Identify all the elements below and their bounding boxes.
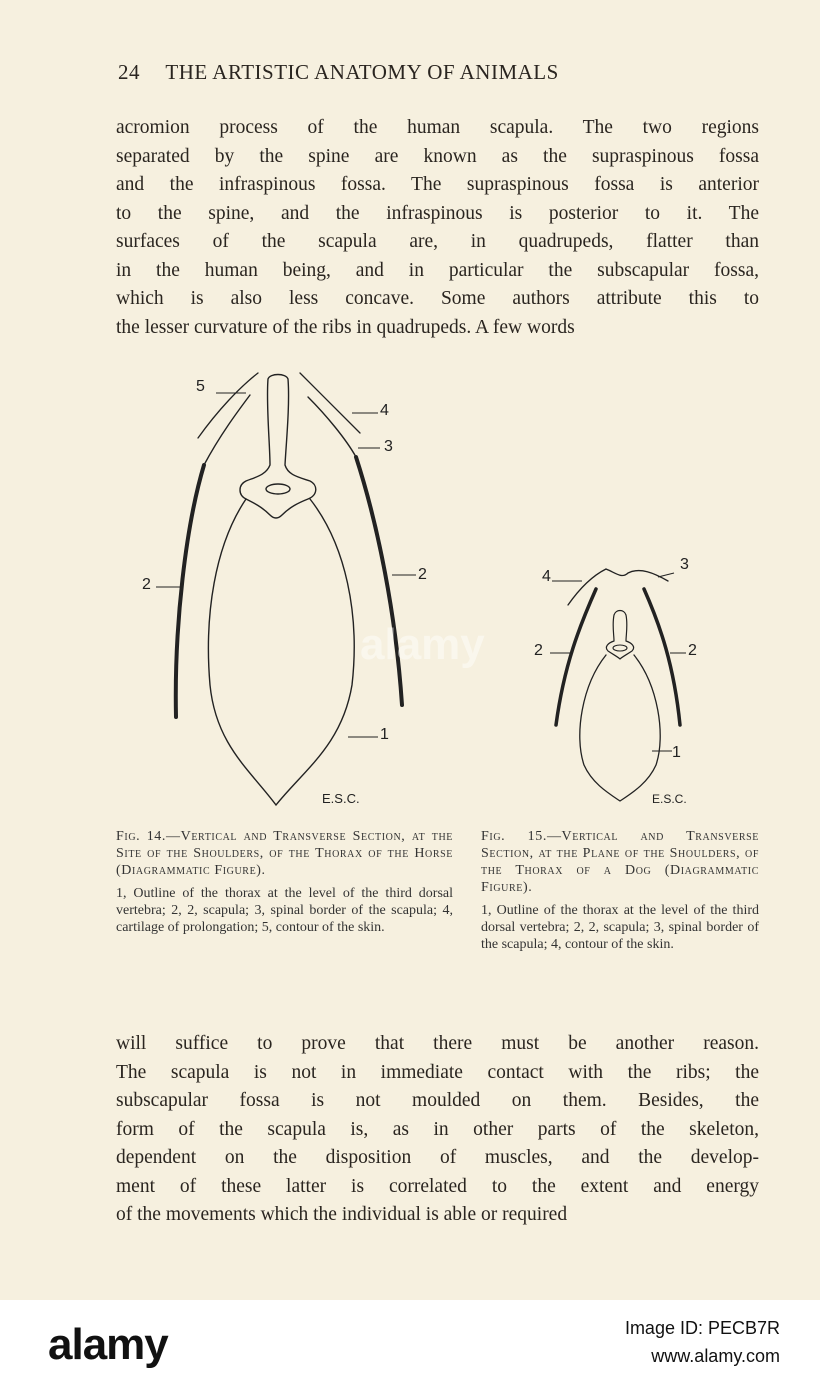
- label-4: 4: [542, 568, 551, 585]
- cartilage-right: [308, 397, 356, 457]
- label-3: 3: [680, 556, 689, 573]
- watermark: alamy: [360, 620, 485, 669]
- label-1: 1: [380, 726, 389, 743]
- page-number: 24: [118, 60, 140, 84]
- caption-legend: 1, Outline of the thorax at the level of the third dorsal vertebra; 2, 2, scapula; 3, spinal border of the scapula; 4, cartilage of prolongation; 5, contour of the skin.: [116, 886, 453, 935]
- text-line: surfaces of the scapula are, in quadrupeds, flatter than: [116, 231, 759, 252]
- signature: E.S.C.: [322, 791, 360, 806]
- figure-14-drawing: [120, 365, 440, 815]
- text-line: The scapula is not in immediate contact with the ribs; the: [116, 1061, 759, 1083]
- vertebra-body: [266, 484, 290, 494]
- text-line: of the movements which the individual is able or required: [116, 1204, 568, 1225]
- figure-15-dog-diagram: [534, 555, 710, 810]
- skin-contour-left: [198, 373, 258, 438]
- skin-contour-right: [300, 373, 360, 433]
- label-2-right: 2: [688, 642, 697, 659]
- thorax-outline: [208, 499, 354, 805]
- thorax-outline: [580, 655, 660, 801]
- text-line: to the spine, and the infraspinous is posterior to it. The: [116, 202, 759, 224]
- vertebra-spinous-process: [240, 375, 316, 519]
- text-line: will suffice to prove that there must be another reason.: [116, 1033, 759, 1054]
- leader-3: [658, 573, 674, 577]
- label-2-left: 2: [534, 642, 543, 659]
- text-line: which is also less concave. Some authors attribute this to: [116, 288, 759, 309]
- label-5: 5: [196, 378, 205, 395]
- text-line: ment of these latter is correlated to the extent and energy: [116, 1175, 759, 1197]
- label-2-right: 2: [418, 566, 427, 583]
- label-2-left: 2: [142, 576, 151, 593]
- vertebra-body: [613, 645, 627, 651]
- figure-14-horse-diagram: [120, 365, 440, 815]
- figure-15-caption: [481, 828, 759, 953]
- label-4: 4: [380, 402, 389, 419]
- label-1: 1: [672, 744, 681, 761]
- scapula-right: [644, 589, 680, 725]
- scapula-left: [176, 465, 204, 717]
- vertebra: [606, 611, 633, 660]
- signature: E.S.C.: [652, 792, 687, 806]
- text-line: form of the scapula is, as in other parts of the skeleton,: [116, 1118, 759, 1140]
- running-title: THE ARTISTIC ANATOMY OF ANIMALS: [165, 60, 559, 84]
- caption-title: Fig. 14.—Vertical and Transverse Section, at the Site of the Shoulders, of the Thorax of the Horse (Diagrammatic Figure).: [116, 829, 453, 878]
- text-line: acromion process of the human scapula. The two regions: [116, 117, 759, 138]
- skin-contour: [568, 569, 668, 605]
- caption-title: Fig. 15.—Vertical and Transverse Section, at the Plane of the Shoulders, of the Thorax of a Dog (Diagrammatic Figure).: [481, 829, 759, 895]
- text-line: separated by the spine are known as the supraspinous fossa: [116, 145, 759, 167]
- figure-14-caption: [116, 828, 453, 936]
- running-header: [118, 60, 698, 85]
- text-line: and the infraspinous fossa. The supraspinous fossa is anterior: [116, 174, 759, 195]
- text-line: subscapular fossa is not moulded on them. Besides, the: [116, 1090, 759, 1111]
- text-line: dependent on the disposition of muscles, and the develop-: [116, 1147, 759, 1168]
- image-id: Image ID: PECB7R: [624, 1318, 780, 1338]
- text-line: the lesser curvature of the ribs in quadrupeds. A few words: [116, 316, 575, 338]
- cartilage-left: [204, 395, 250, 465]
- label-3: 3: [384, 438, 393, 455]
- caption-legend: 1, Outline of the thorax at the level of the third dorsal vertebra; 2, 2, scapula; 3, spinal border of the scapula; 4, contour of the skin.: [481, 903, 759, 952]
- scapula-left: [556, 589, 596, 725]
- text-line: in the human being, and in particular the subscapular fossa,: [116, 259, 759, 281]
- figure-15-drawing: [540, 555, 710, 810]
- site-url: www.alamy.com: [651, 1346, 780, 1366]
- paragraph-bottom: [116, 1030, 759, 1230]
- paragraph-top: [116, 114, 759, 342]
- brand-logo: alamy: [48, 1320, 168, 1369]
